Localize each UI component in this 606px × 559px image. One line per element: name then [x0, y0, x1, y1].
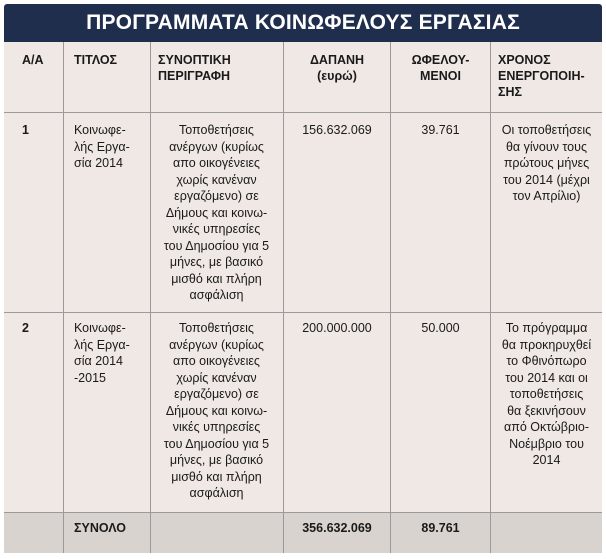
- header-beneficiaries-line: ΜΕΝΟΙ: [420, 69, 461, 83]
- total-label: ΣΥΝΟΛΟ: [74, 521, 126, 535]
- row-2-time-line: από Οκτώβριο-: [504, 420, 589, 434]
- row-2-aa: 2: [22, 321, 29, 335]
- row-2-time-line: του 2014 και οι: [505, 370, 588, 385]
- row-1-desc-line: μισθό και πλήρη: [171, 271, 262, 286]
- header-time-line: ΕΝΕΡΓΟΠΟΙΗ-: [498, 69, 585, 83]
- row-2-time-line: Το πρόγραμμα: [505, 321, 588, 335]
- row-1-cost: 156.632.069: [302, 123, 372, 137]
- header-cost: [284, 52, 390, 84]
- row-1-aa: 1: [22, 123, 29, 137]
- header-summary-line: ΠΕΡΙΓΡΑΦΗ: [158, 69, 231, 83]
- row-2-desc-line: μήνες, με βασικό: [169, 453, 264, 467]
- row-2-title-line: σία 2014: [74, 354, 123, 368]
- row-1-title: [74, 122, 149, 172]
- row-2-desc-line: του Δημοσίου για 5: [163, 436, 270, 451]
- row-1-time-line: του 2014 (μέχρι: [503, 172, 590, 187]
- total-beneficiaries: 89.761: [421, 521, 460, 535]
- header-activation-time: [498, 52, 602, 100]
- row-2-time-line: Νοέμβριο του: [509, 436, 584, 451]
- header-aa: Α/Α: [22, 53, 44, 67]
- total-cost: 356.632.069: [302, 521, 372, 535]
- row-2-desc-line: ασφάλιση: [189, 486, 244, 500]
- header-summary: [158, 52, 282, 84]
- grid-vline: [490, 42, 491, 553]
- row-1-time-line: τον Απρίλιο): [512, 189, 581, 203]
- row-2-activation-time: [491, 320, 602, 469]
- row-1-desc-line: ασφάλιση: [189, 288, 244, 302]
- row-2-time-line: το Φθινόπωρο: [506, 354, 587, 368]
- row-2-time-line: θα ξεκινήσουν: [507, 403, 586, 418]
- row-2-time-line: θα προκηρυχθεί: [501, 337, 592, 352]
- row-1-time-line: Οι τοποθετήσεις: [501, 123, 592, 137]
- header-time-line: ΣΗΣ: [498, 85, 523, 99]
- row-2-time-line: 2014: [532, 453, 561, 467]
- row-2-title-line: Κοινωφε-: [74, 321, 126, 335]
- row-2-description: [150, 320, 283, 502]
- row-2-desc-line: νικές υπηρεσίες: [172, 420, 261, 434]
- row-2-cost: 200.000.000: [302, 321, 372, 335]
- row-1-title-line: Κοινωφε-: [74, 123, 126, 137]
- row-2-desc-line: Δήμους και κοινω-: [165, 403, 268, 418]
- header-title: ΤΙΤΛΟΣ: [74, 53, 118, 67]
- row-2-desc-line: ανέργων (κυρίως: [169, 337, 264, 352]
- grid-vline: [390, 42, 391, 553]
- row-2-time-line: τοποθετήσεις: [509, 387, 584, 401]
- row-1-desc-line: Τοποθετήσεις: [179, 123, 254, 137]
- row-1-desc-line: Δήμους και κοινω-: [165, 205, 268, 220]
- header-beneficiaries-line: ΩΦΕΛΟΥ-: [411, 53, 470, 67]
- row-1-time-line: θα γίνουν τους: [505, 139, 587, 154]
- row-1-beneficiaries: 39.761: [421, 123, 460, 137]
- row-2-desc-line: μισθό και πλήρη: [171, 469, 262, 484]
- grid-hline: [4, 312, 602, 313]
- grid-hline: [4, 512, 602, 513]
- row-2-desc-line: απο οικογένειες: [173, 354, 260, 368]
- row-1-desc-line: απο οικογένειες: [173, 156, 260, 170]
- grid-hline: [4, 112, 602, 113]
- row-2-desc-line: χωρίς κανέναν: [176, 370, 257, 385]
- row-2-beneficiaries: 50.000: [421, 321, 460, 335]
- row-1-desc-line: μήνες, με βασικό: [169, 255, 264, 269]
- header-beneficiaries: [391, 52, 490, 84]
- table-title: ΠΡΟΓΡΑΜΜΑΤΑ ΚΟΙΝΩΦΕΛΟΥΣ ΕΡΓΑΣΙΑΣ: [4, 4, 602, 42]
- header-summary-line: ΣΥΝΟΠΤΙΚΗ: [158, 53, 231, 67]
- row-1-desc-line: του Δημοσίου για 5: [163, 238, 270, 253]
- row-2-title-line: λής Εργα-: [74, 337, 130, 352]
- row-2-title: [74, 320, 149, 386]
- row-2-desc-line: εργαζόμενο) σε: [174, 387, 259, 401]
- row-1-desc-line: εργαζόμενο) σε: [174, 189, 259, 203]
- row-1-title-line: σία 2014: [74, 156, 123, 170]
- row-2-desc-line: Τοποθετήσεις: [179, 321, 254, 335]
- header-time-line: ΧΡΟΝΟΣ: [498, 53, 551, 67]
- row-1-desc-line: χωρίς κανέναν: [176, 172, 257, 187]
- row-1-activation-time: [491, 122, 602, 205]
- row-1-time-line: πρώτους μήνες: [503, 156, 590, 170]
- row-1-desc-line: ανέργων (κυρίως: [169, 139, 264, 154]
- row-1-desc-line: νικές υπηρεσίες: [172, 222, 261, 236]
- row-2-title-line: -2015: [74, 370, 106, 385]
- grid-vline: [63, 42, 64, 553]
- grid-vline: [283, 42, 284, 553]
- row-1-title-line: λής Εργα-: [74, 139, 130, 154]
- header-cost-line: (ευρώ): [317, 69, 357, 83]
- header-cost-line: ΔΑΠΑΝΗ: [309, 53, 365, 67]
- row-1-description: [150, 122, 283, 304]
- programs-table: [4, 42, 602, 553]
